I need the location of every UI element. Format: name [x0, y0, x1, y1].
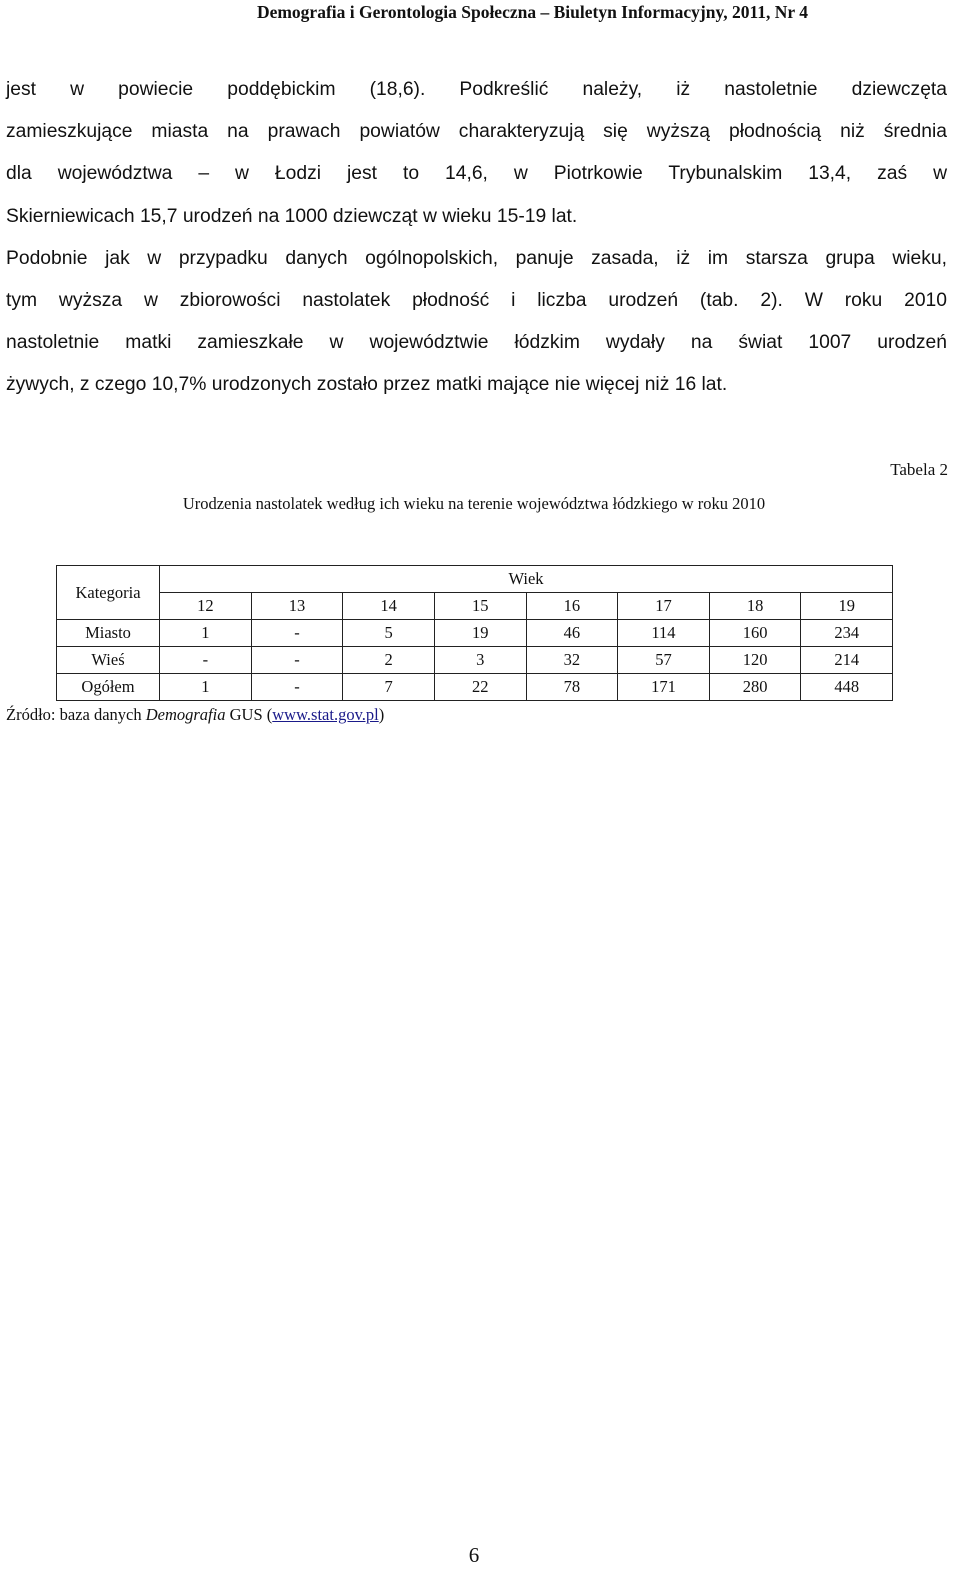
table-cell: -: [251, 620, 343, 647]
table-title: Urodzenia nastolatek według ich wieku na terenie województwa łódzkiego w roku 2010: [182, 494, 766, 513]
table-cell: -: [251, 674, 343, 701]
age-cell: 17: [618, 593, 710, 620]
paragraph-line: zamieszkujące miasta na prawach powiatów charakteryzują się wyższą płodnością niż średnia: [6, 121, 947, 143]
table-row: [57, 620, 893, 647]
paragraph-line: jest w powiecie poddębickim (18,6). Podkreślić należy, iż nastoletnie dziewczęta: [6, 79, 947, 100]
table-cell: 7: [343, 674, 435, 701]
table-cell: 448: [801, 674, 893, 701]
table-cell: 171: [618, 674, 710, 701]
table-cell: 1: [160, 674, 252, 701]
table-cell: 2: [343, 647, 435, 674]
table-cell: 46: [526, 620, 618, 647]
category-header: Kategoria: [57, 566, 160, 620]
table-cell: -: [251, 647, 343, 674]
table-cell: 78: [526, 674, 618, 701]
age-cell: 14: [343, 593, 435, 620]
row-label: Wieś: [57, 647, 160, 674]
age-cell: 19: [801, 593, 893, 620]
source-middle: GUS (: [225, 705, 273, 724]
paragraph-line: żywych, z czego 10,7% urodzonych zostało przez matki mające nie więcej niż 16 lat.: [6, 374, 728, 396]
table-row: [57, 674, 893, 701]
paragraph-line: tym wyższa w zbiorowości nastolatek płodność i liczba urodzeń (tab. 2). W roku 2010: [6, 289, 947, 311]
table-number-label: Tabela 2: [890, 460, 948, 479]
table-cell: 19: [434, 620, 526, 647]
table-header-row: [57, 566, 893, 593]
age-cell: 12: [160, 593, 252, 620]
row-label: Miasto: [57, 620, 160, 647]
age-cell: 15: [434, 593, 526, 620]
paragraph-line: Podobnie jak w przypadku danych ogólnopolskich, panuje zasada, iż im starsza grupa wieku,: [6, 247, 947, 269]
source-database-name: Demografia: [145, 705, 226, 724]
table-cell: 32: [526, 647, 618, 674]
table-cell: 160: [709, 620, 801, 647]
table-cell: -: [160, 647, 252, 674]
births-table: [56, 565, 893, 701]
paragraph-line: nastoletnie matki zamieszkałe w województwie łódzkim wydały na świat 1007 urodzeń: [6, 332, 947, 354]
age-header: Wiek: [160, 566, 893, 593]
source-prefix: Źródło: baza danych: [6, 705, 146, 724]
table-cell: 5: [343, 620, 435, 647]
table-cell: 3: [434, 647, 526, 674]
page-number: 6: [468, 1543, 480, 1567]
table-cell: 280: [709, 674, 801, 701]
table-cell: 57: [618, 647, 710, 674]
table-cell: 22: [434, 674, 526, 701]
age-cell: 18: [709, 593, 801, 620]
table-cell: 114: [618, 620, 710, 647]
paragraph-line: dla województwa – w Łodzi jest to 14,6, w Piotrkowie Trybunalskim 13,4, zaś w: [6, 163, 947, 185]
paragraph-line: Skierniewicach 15,7 urodzeń na 1000 dziewcząt w wieku 15-19 lat.: [6, 205, 578, 227]
source-suffix: ): [378, 705, 385, 724]
age-cell: 16: [526, 593, 618, 620]
age-values-row: [57, 593, 893, 620]
table-cell: 214: [801, 647, 893, 674]
table-cell: 1: [160, 620, 252, 647]
table-cell: 234: [801, 620, 893, 647]
row-label: Ogółem: [57, 674, 160, 701]
source-link[interactable]: www.stat.gov.pl: [272, 705, 379, 724]
body-paragraphs: [6, 69, 947, 407]
running-header: Demografia i Gerontologia Społeczna – Biuletyn Informacyjny, 2011, Nr 4: [256, 2, 808, 22]
table-cell: 120: [709, 647, 801, 674]
table-source: [6, 705, 384, 725]
age-cell: 13: [251, 593, 343, 620]
table-row: [57, 647, 893, 674]
